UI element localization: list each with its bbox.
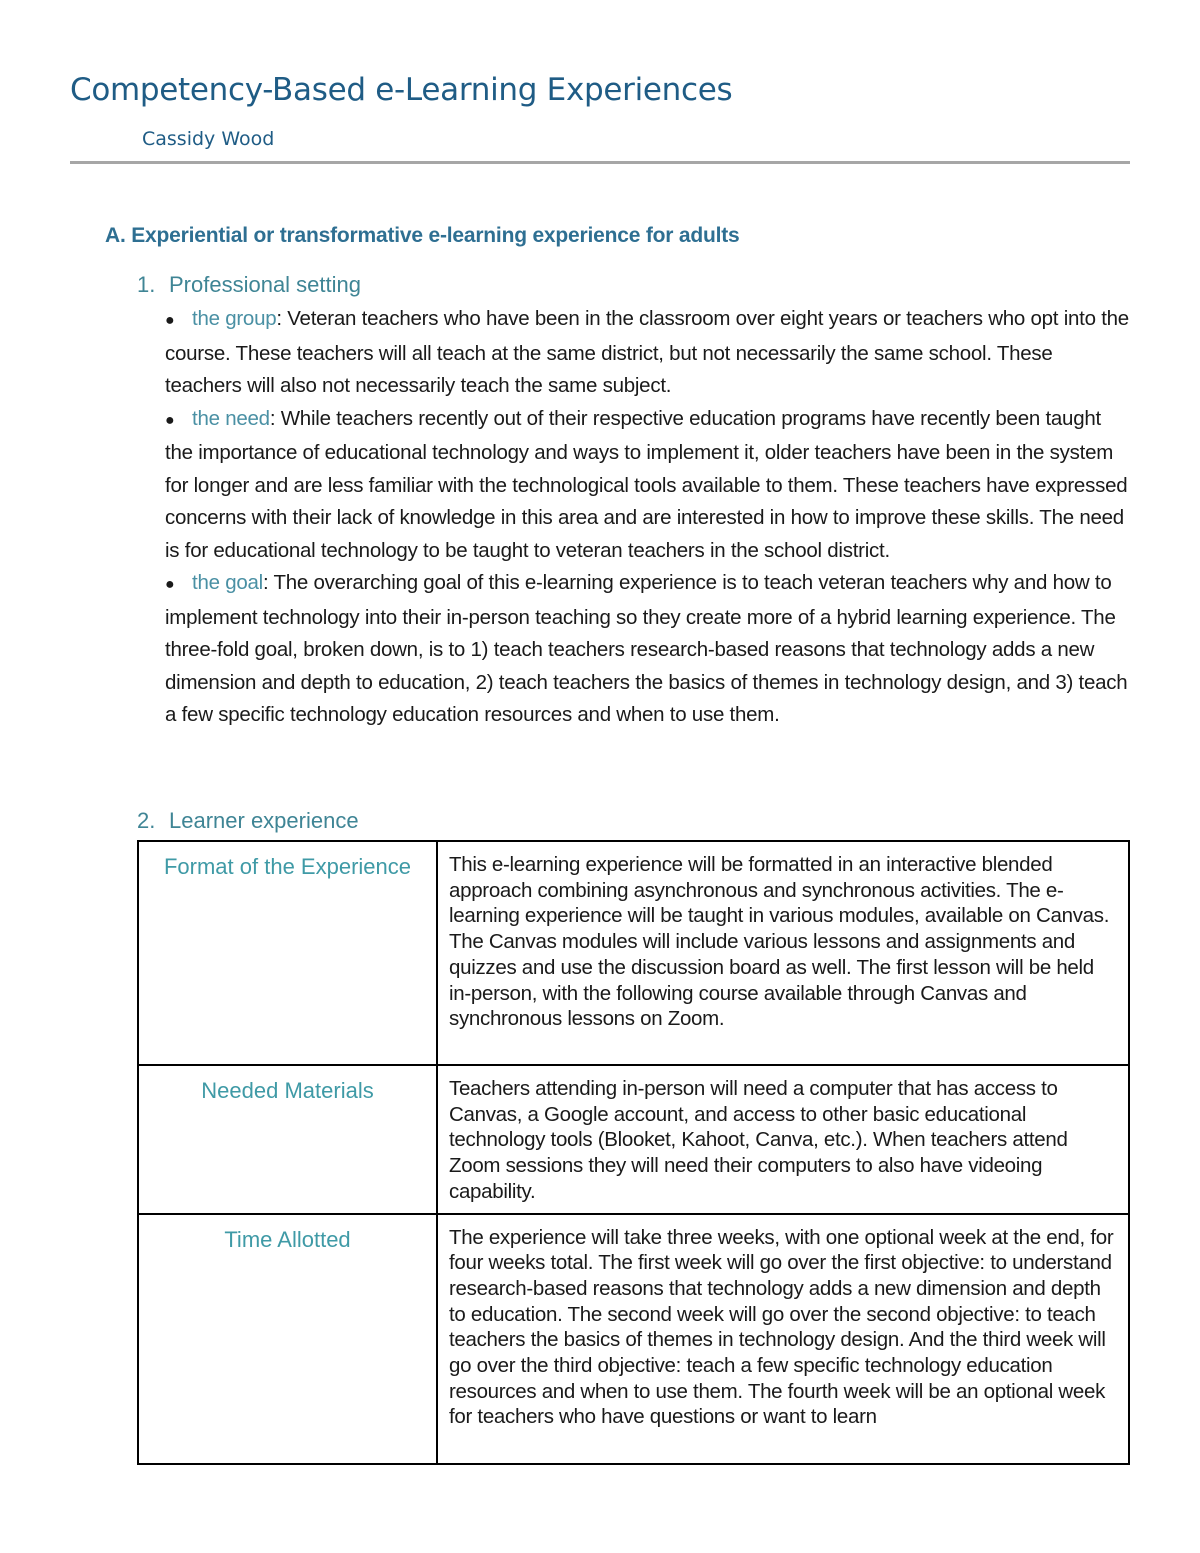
row-label-materials: Needed Materials (138, 1065, 437, 1214)
subsection-title: Professional setting (169, 272, 361, 297)
need-description: : While teachers recently out of their respective education programs have recently been taught the importance of educational technology and ways to implement it, older teachers have been in the system for longer and are less familiar with the technological tools available to them. These teachers have expressed concerns with their lack of knowledge in this area and are interested in how to improve these skills. The need is for educational technology to be taught to veteran teachers in the school district. (165, 406, 1128, 562)
table-row (138, 1065, 1129, 1214)
row-label-time: Time Allotted (138, 1214, 437, 1464)
subsection-title: Learner experience (169, 808, 359, 833)
bullet-icon: ● (165, 312, 175, 329)
learner-experience-table (137, 840, 1130, 1465)
row-label-format: Format of the Experience (138, 841, 437, 1065)
subsection-number: 2. (137, 808, 156, 833)
row-value-materials: Teachers attending in-person will need a computer that has access to Canvas, a Google account, and access to other basic educational technology tools (Blooket, Kahoot, Canva, etc.). When teachers attend Zoom sessions they will need their computers to also have videoing capability. (437, 1065, 1129, 1214)
term-the-group: the group (192, 307, 277, 330)
row-value-format: This e-learning experience will be formatted in an interactive blended approach combining asynchronous and synchronous activities. The e-learning experience will be taught in various modules, available on Canvas. The Canvas modules will include various lessons and assignments and quizzes and use the discussion board as well. The first lesson will be held in-person, with the following course available through Canvas and synchronous lessons on Zoom. (437, 841, 1129, 1065)
document-title: Competency-Based e-Learning Experiences (70, 72, 733, 108)
section-a-heading: A. Experiential or transformative e-learning experience for adults (105, 224, 740, 247)
subsection-number: 1. (137, 272, 156, 297)
term-the-goal: the goal (192, 571, 263, 594)
row-value-time: The experience will take three weeks, with one optional week at the end, for four weeks total. The first week will go over the first objective: to understand research-based reasons that technology adds a new dimension and depth to education. The second week will go over the second objective: to teach teachers the basics of themes in technology design. And the third week will go over the third objective: teach a few specific technology education resources and when to use them. The fourth week will be an optional week for teachers who have questions or want to learn (437, 1214, 1129, 1464)
subsection-learner-experience-heading (137, 808, 359, 834)
table-row (138, 841, 1129, 1065)
professional-setting-list (165, 303, 1130, 732)
list-item-group (165, 303, 1130, 403)
author-name: Cassidy Wood (142, 128, 275, 150)
term-the-need: the need (192, 406, 270, 430)
group-description: : Veteran teachers who have been in the classroom over eight years or teachers who opt into the course. These teachers will all teach at the same district, but not necessarily the same school. These teachers will also not necessarily teach the same subject. (165, 307, 1129, 397)
bullet-icon: ● (165, 576, 175, 593)
subsection-professional-setting-heading (137, 272, 361, 298)
title-divider (70, 161, 1130, 164)
table-row (138, 1214, 1129, 1464)
bullet-icon: ● (165, 411, 175, 429)
goal-description: : The overarching goal of this e-learning experience is to teach veteran teachers why and how to implement technology into their in-person teaching so they create more of a hybrid learning experience. The three-fold goal, broken down, is to 1) teach teachers research-based reasons that technology adds a new dimension and depth to education, 2) teach teachers the basics of themes in technology design, and 3) teach a few specific technology education resources and when to use them. (165, 571, 1128, 726)
list-item-need (165, 403, 1130, 568)
list-item-goal (165, 567, 1130, 732)
